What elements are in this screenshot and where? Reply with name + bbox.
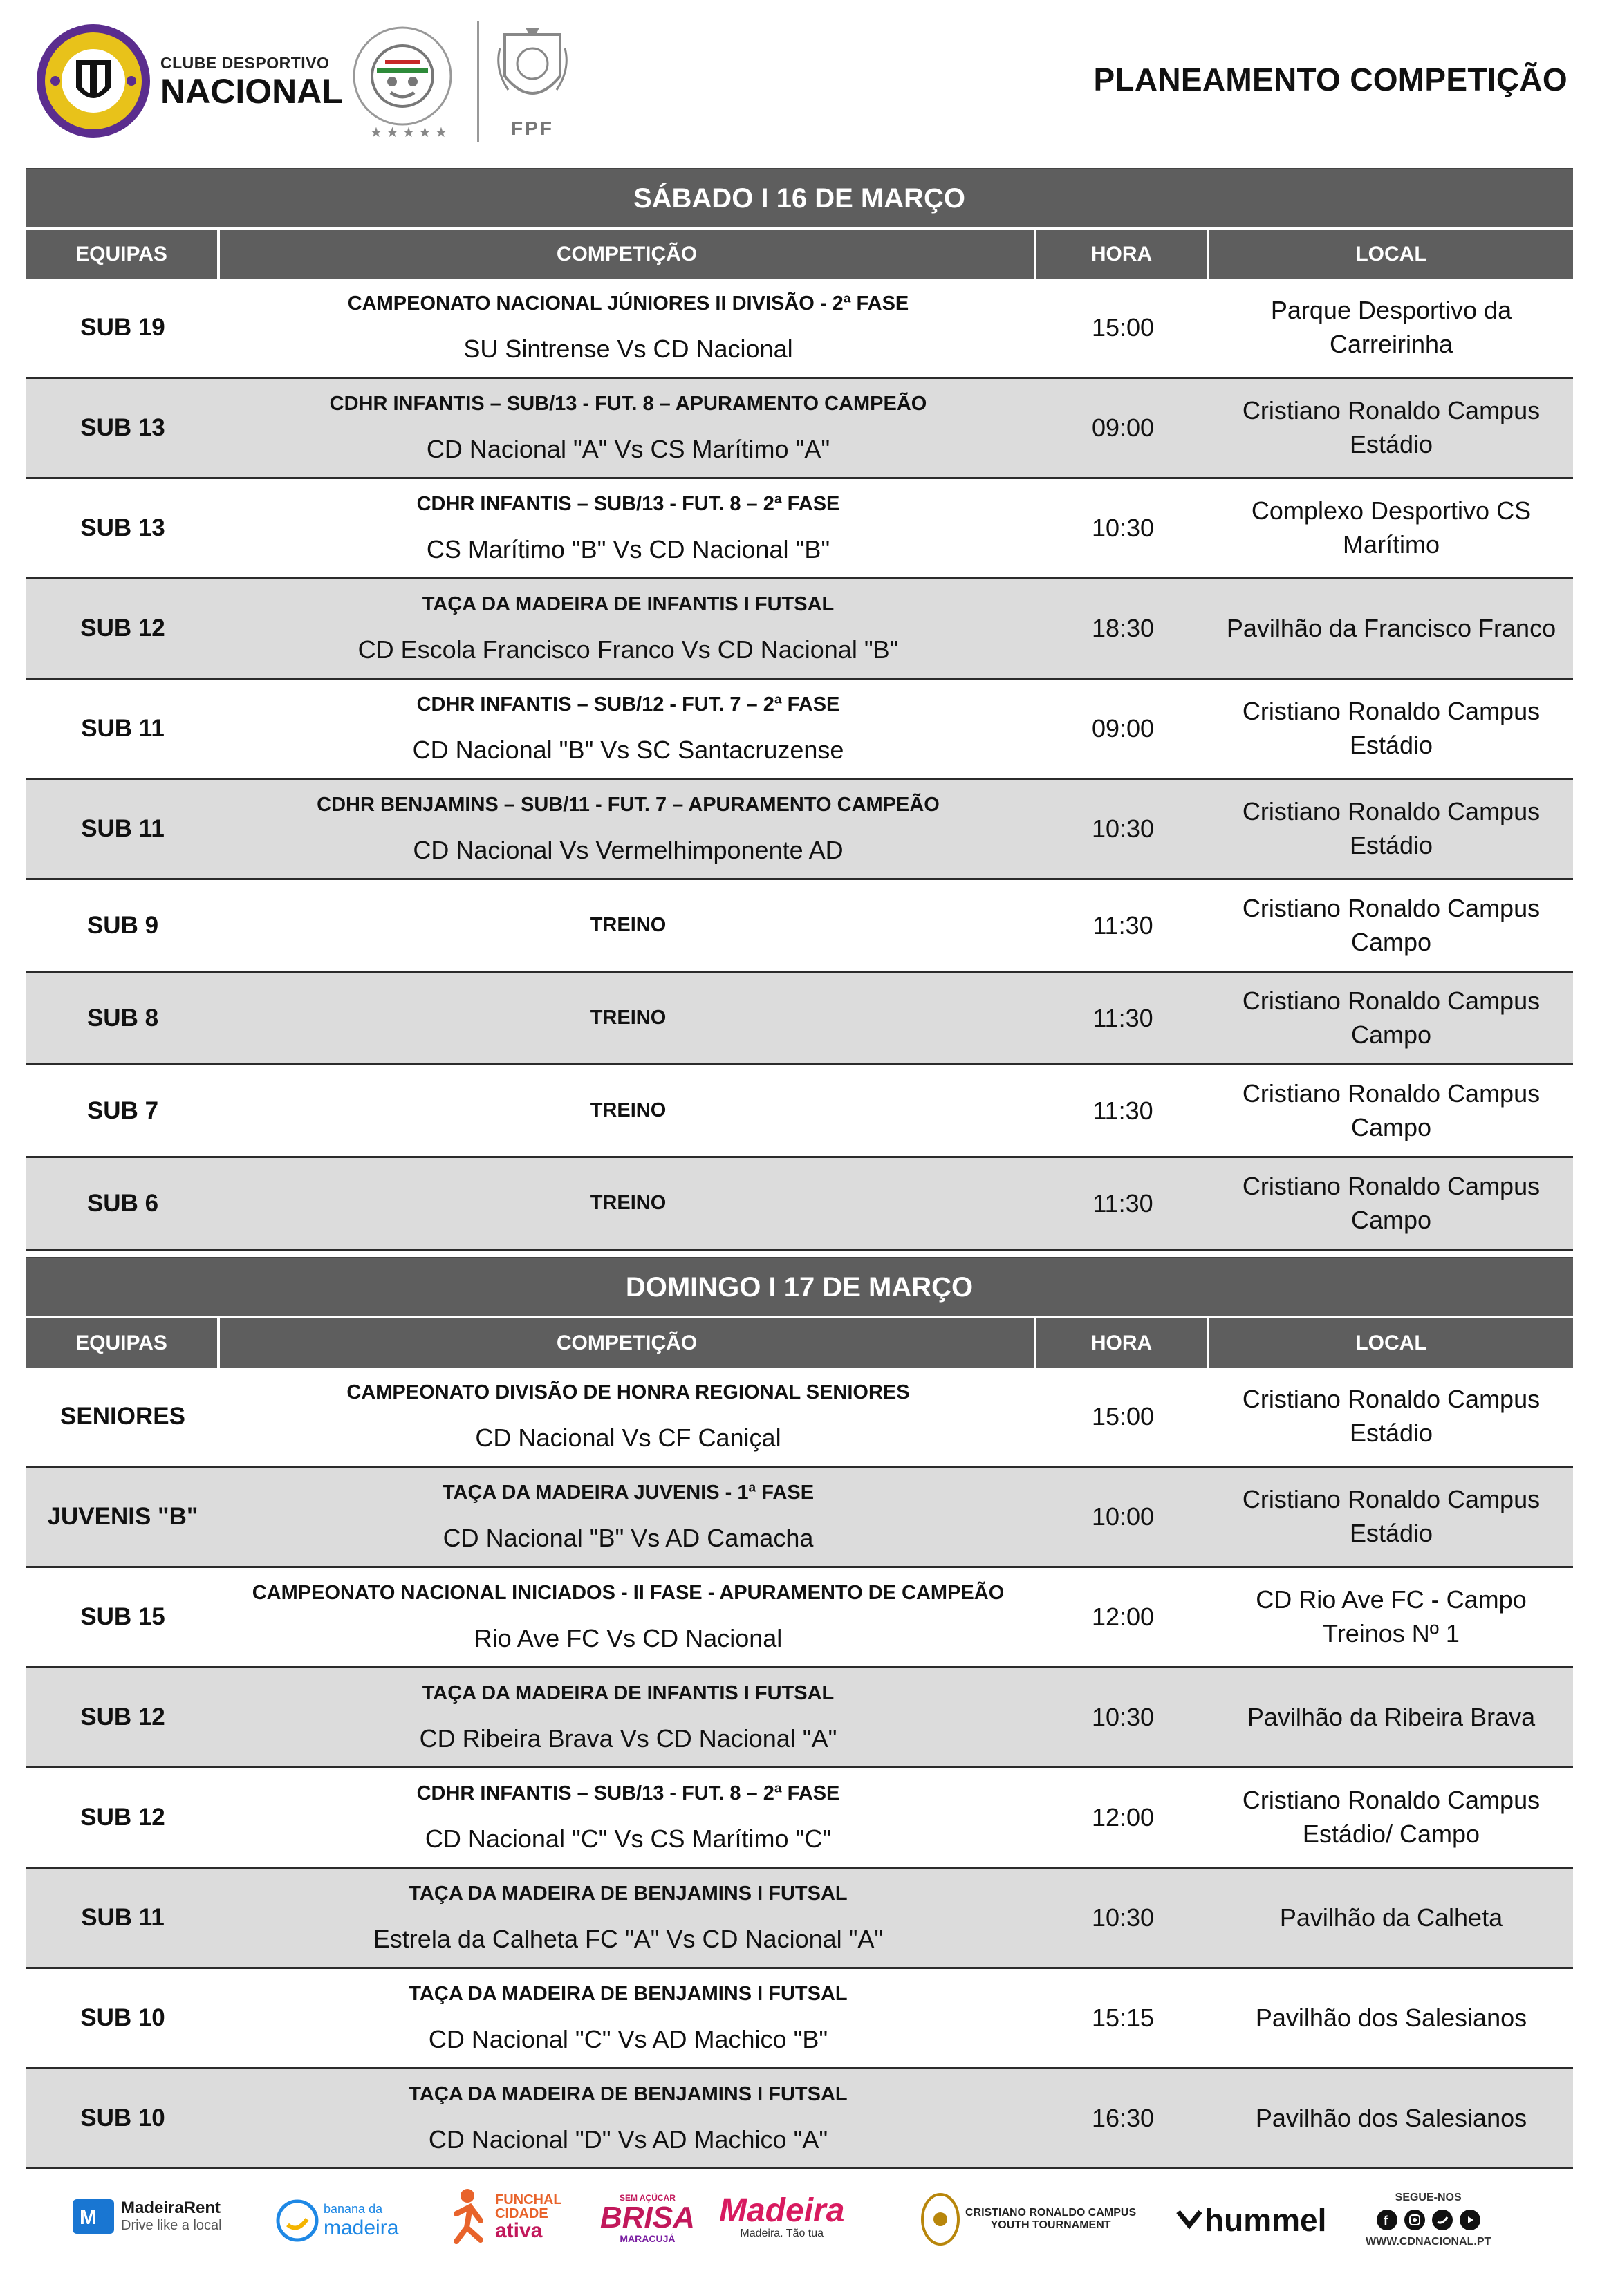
time-cell: 09:00 (1091, 714, 1155, 743)
team-cell: SUB 11 (81, 715, 165, 742)
madeirarent-logo-icon (73, 2199, 114, 2234)
match-fixture: SU Sintrense Vs CD Nacional (463, 334, 793, 363)
competition-title: CAMPEONATO DIVISÃO DE HONRA REGIONAL SENIORES (346, 1381, 910, 1403)
certification-seal-icon (342, 21, 463, 142)
team-cell: JUVENIS "B" (47, 1503, 198, 1530)
table-row (26, 579, 1573, 680)
instagram-icon[interactable] (1404, 2210, 1425, 2230)
svg-text:M: M (80, 2205, 97, 2229)
competition-title: TAÇA DA MADEIRA DE BENJAMINS I FUTSAL (409, 1883, 848, 1905)
sponsor-madeirarent (73, 2199, 222, 2234)
sponsor-funchal-cidade-ativa (443, 2186, 562, 2248)
funchal-line2: CIDADE (495, 2206, 548, 2221)
place-cell: Cristiano Ronaldo Campus Campo (1242, 986, 1541, 1049)
competition-cell (220, 680, 1036, 778)
competition-title: CDHR INFANTIS – SUB/13 - FUT. 8 – APURAMENTO CAMPEÃO (329, 393, 927, 415)
schedule-rows (26, 279, 1573, 1251)
time-cell: 10:00 (1091, 1502, 1155, 1531)
competition-title: TAÇA DA MADEIRA DE BENJAMINS I FUTSAL (409, 1983, 848, 2005)
place-cell: Cristiano Ronaldo Campus Estádio (1242, 396, 1541, 458)
table-row (26, 1158, 1573, 1251)
competition-title: TREINO (590, 1192, 667, 1214)
document-title: PLANEAMENTO COMPETIÇÃO (1093, 62, 1568, 97)
sponsor-madeira (719, 2194, 844, 2240)
team-cell: SUB 13 (80, 514, 165, 541)
club-name (160, 54, 343, 109)
table-row (26, 680, 1573, 780)
competition-cell (220, 1468, 1036, 1566)
competition-cell (220, 479, 1036, 577)
club-name-big: NACIONAL (160, 72, 343, 111)
brisa-name: BRISA (600, 2201, 695, 2234)
competition-cell (220, 1158, 1036, 1249)
sponsor-banana-madeira (275, 2199, 398, 2243)
competition-title: TAÇA DA MADEIRA DE INFANTIS I FUTSAL (422, 593, 835, 615)
team-cell: SUB 10 (80, 2004, 165, 2031)
fpf-logo (494, 21, 570, 145)
cr-campus-line2: YOUTH TOURNAMENT (990, 2219, 1111, 2231)
time-cell: 11:30 (1092, 911, 1153, 940)
team-cell: SUB 15 (80, 1603, 165, 1630)
team-cell: SENIORES (60, 1403, 185, 1430)
time-cell: 09:00 (1091, 413, 1155, 442)
column-header-teams: EQUIPAS (26, 1318, 220, 1368)
table-row (26, 1468, 1573, 1568)
brisa-top: SEM AÇÚCAR (620, 2193, 676, 2203)
schedule-sunday (26, 1257, 1573, 2169)
time-cell: 12:00 (1091, 1803, 1155, 1831)
team-cell: SUB 9 (86, 911, 159, 939)
schedule-rows (26, 1368, 1573, 2169)
time-cell: 11:30 (1092, 1003, 1153, 1032)
madeirarent-name: MadeiraRent (121, 2199, 221, 2217)
match-fixture: CS Marítimo "B" Vs CD Nacional "B" (426, 534, 830, 563)
schedule-saturday (26, 168, 1573, 1251)
social-follow (1366, 2192, 1491, 2248)
competition-title: TREINO (590, 1099, 667, 1121)
table-row (26, 1368, 1573, 1468)
time-cell: 15:00 (1091, 313, 1155, 342)
place-cell: Cristiano Ronaldo Campus Estádio (1242, 797, 1541, 859)
sponsor-footer (0, 2178, 1609, 2281)
competition-cell (220, 2069, 1036, 2167)
facebook-icon[interactable] (1377, 2210, 1397, 2230)
place-cell: Cristiano Ronaldo Campus Campo (1242, 893, 1541, 956)
time-cell: 16:30 (1091, 2104, 1155, 2132)
competition-cell (220, 1568, 1036, 1666)
place-cell: Pavilhão da Calheta (1279, 1903, 1503, 1932)
competition-cell (220, 379, 1036, 477)
table-row (26, 1869, 1573, 1969)
competition-title: CDHR INFANTIS – SUB/12 - FUT. 7 – 2ª FASE (416, 693, 840, 716)
table-row (26, 1768, 1573, 1869)
fpf-text: FPF (511, 118, 554, 139)
competition-title: TAÇA DA MADEIRA DE BENJAMINS I FUTSAL (409, 2083, 848, 2105)
time-cell: 10:30 (1091, 1703, 1155, 1731)
team-cell: SUB 12 (80, 1804, 165, 1831)
team-cell: SUB 8 (86, 1004, 159, 1032)
column-header-row (26, 227, 1573, 279)
place-cell: Parque Desportivo da Carreirinha (1270, 296, 1512, 358)
fpf-shield-icon (494, 21, 570, 114)
column-header-place: LOCAL (1209, 230, 1573, 279)
svg-text:f: f (1383, 2214, 1388, 2228)
competition-title: CDHR INFANTIS – SUB/13 - FUT. 8 – 2ª FASE (416, 493, 840, 515)
place-cell: Cristiano Ronaldo Campus Estádio/ Campo (1242, 1786, 1541, 1848)
website-link[interactable]: WWW.CDNACIONAL.PT (1366, 2236, 1491, 2248)
match-fixture: CD Nacional Vs Vermelhimponente AD (413, 835, 844, 864)
time-cell: 18:30 (1091, 614, 1155, 642)
team-cell: SUB 12 (80, 615, 165, 642)
place-cell: Pavilhão da Francisco Franco (1226, 613, 1556, 642)
table-row (26, 1668, 1573, 1768)
twitter-icon[interactable] (1432, 2210, 1453, 2230)
team-cell: SUB 11 (81, 1904, 165, 1931)
follow-label: SEGUE-NOS (1395, 2192, 1462, 2203)
sponsor-hummel (1175, 2201, 1326, 2239)
time-cell: 12:00 (1091, 1603, 1155, 1631)
funchal-line1: FUNCHAL (495, 2192, 562, 2208)
competition-title: CAMPEONATO NACIONAL INICIADOS - II FASE - APURAMENTO DE CAMPEÃO (252, 1582, 1005, 1604)
match-fixture: CD Escola Francisco Franco Vs CD Nacional "B" (357, 635, 899, 664)
header-separator (477, 21, 479, 142)
competition-cell (220, 1768, 1036, 1867)
hummel-chevron-icon (1175, 2206, 1203, 2234)
time-cell: 10:30 (1091, 1903, 1155, 1932)
time-cell: 10:30 (1091, 514, 1155, 542)
table-row (26, 379, 1573, 479)
competition-title: CDHR BENJAMINS – SUB/11 - FUT. 7 – APURAMENTO CAMPEÃO (317, 794, 940, 816)
funchal-runner-icon (443, 2186, 491, 2248)
table-row (26, 1568, 1573, 1668)
match-fixture: Estrela da Calheta FC "A" Vs CD Nacional "A" (373, 1924, 884, 1953)
competition-cell (220, 1368, 1036, 1466)
match-fixture: Rio Ave FC Vs CD Nacional (474, 1623, 783, 1652)
team-cell: SUB 12 (80, 1704, 165, 1730)
day-title: SÁBADO I 16 DE MARÇO (26, 168, 1573, 227)
match-fixture: CD Nacional "C" Vs CS Marítimo "C" (425, 1824, 832, 1853)
place-cell: Pavilhão dos Salesianos (1255, 2103, 1527, 2132)
place-cell: Cristiano Ronaldo Campus Estádio (1242, 697, 1541, 759)
sponsor-brisa (600, 2193, 695, 2244)
time-cell: 15:15 (1091, 2004, 1155, 2032)
match-fixture: CD Nacional "B" Vs AD Camacha (443, 1523, 814, 1552)
page-header (0, 0, 1609, 159)
time-cell: 11:30 (1092, 1188, 1153, 1217)
time-cell: 15:00 (1091, 1402, 1155, 1430)
place-cell: Complexo Desportivo CS Marítimo (1251, 496, 1532, 559)
column-header-time: HORA (1036, 230, 1209, 279)
team-cell: SUB 19 (80, 314, 165, 341)
column-header-competition: COMPETIÇÃO (220, 1318, 1036, 1368)
table-row (26, 780, 1573, 880)
column-header-teams: EQUIPAS (26, 230, 220, 279)
place-cell: Pavilhão dos Salesianos (1255, 2003, 1527, 2032)
place-cell: Cristiano Ronaldo Campus Campo (1242, 1079, 1541, 1141)
cr-campus-line1: CRISTIANO RONALDO CAMPUS (965, 2207, 1137, 2219)
match-fixture: CD Nacional Vs CF Caniçal (475, 1423, 781, 1452)
place-cell: Pavilhão da Ribeira Brava (1247, 1702, 1536, 1731)
svg-text:★ ★ ★ ★ ★: ★ ★ ★ ★ ★ (370, 125, 447, 140)
column-header-competition: COMPETIÇÃO (220, 230, 1036, 279)
team-cell: SUB 7 (86, 1096, 159, 1124)
madeira-wordmark: Madeira (719, 2192, 845, 2229)
team-cell: SUB 13 (80, 414, 165, 441)
competition-title: CAMPEONATO NACIONAL JÚNIORES II DIVISÃO - 2ª FASE (347, 292, 909, 315)
banana-logo-icon (275, 2199, 319, 2243)
competition-title: TAÇA DA MADEIRA DE INFANTIS I FUTSAL (422, 1682, 835, 1704)
madeira-tagline: Madeira. Tão tua (740, 2228, 824, 2239)
table-row (26, 279, 1573, 379)
day-title: DOMINGO I 17 DE MARÇO (26, 1257, 1573, 1316)
competition-cell (220, 1869, 1036, 1967)
sponsor-cr-campus-tournament (920, 2192, 1136, 2247)
competition-cell (220, 780, 1036, 878)
competition-cell (220, 1668, 1036, 1766)
competition-cell (220, 1065, 1036, 1156)
competition-cell (220, 973, 1036, 1063)
time-cell: 10:30 (1091, 814, 1155, 843)
table-row (26, 880, 1573, 973)
banana-big: madeira (324, 2216, 399, 2239)
match-fixture: CD Nacional "A" Vs CS Marítimo "A" (426, 434, 830, 463)
youtube-icon[interactable] (1460, 2210, 1480, 2230)
time-cell: 11:30 (1092, 1096, 1153, 1125)
match-fixture: CD Nacional "C" Vs AD Machico "B" (428, 2024, 828, 2053)
team-cell: SUB 11 (81, 815, 165, 842)
banana-small: banana da (324, 2201, 383, 2216)
match-fixture: CD Nacional "D" Vs AD Machico "A" (428, 2125, 828, 2154)
brisa-sub: MARACUJÁ (620, 2233, 676, 2244)
column-header-row (26, 1316, 1573, 1368)
competition-cell (220, 1969, 1036, 2067)
competition-title: TREINO (590, 1007, 667, 1029)
club-name-small: CLUBE DESPORTIVO (160, 54, 330, 72)
place-cell: Cristiano Ronaldo Campus Estádio (1242, 1485, 1541, 1547)
competition-title: CDHR INFANTIS – SUB/13 - FUT. 8 – 2ª FASE (416, 1782, 840, 1804)
place-cell: Cristiano Ronaldo Campus Campo (1242, 1171, 1541, 1234)
funchal-line3: ativa (495, 2219, 543, 2242)
team-cell: SUB 10 (80, 2104, 165, 2131)
competition-cell (220, 279, 1036, 377)
competition-title: TAÇA DA MADEIRA JUVENIS - 1ª FASE (442, 1482, 815, 1504)
match-fixture: CD Ribeira Brava Vs CD Nacional "A" (419, 1724, 837, 1753)
place-cell: CD Rio Ave FC - Campo Treinos Nº 1 (1256, 1585, 1527, 1648)
column-header-place: LOCAL (1209, 1318, 1573, 1368)
cr-campus-emblem-icon (920, 2192, 961, 2247)
match-fixture: CD Nacional "B" Vs SC Santacruzense (412, 735, 844, 764)
table-row (26, 2069, 1573, 2169)
table-row (26, 479, 1573, 579)
table-row (26, 973, 1573, 1065)
place-cell: Cristiano Ronaldo Campus Estádio (1242, 1385, 1541, 1447)
club-crest-icon (35, 22, 152, 140)
hummel-wordmark: hummel (1205, 2202, 1327, 2238)
column-header-time: HORA (1036, 1318, 1209, 1368)
competition-cell (220, 579, 1036, 678)
madeirarent-tagline: Drive like a local (121, 2218, 222, 2233)
table-row (26, 1065, 1573, 1158)
table-row (26, 1969, 1573, 2069)
competition-cell (220, 880, 1036, 971)
team-cell: SUB 6 (86, 1189, 159, 1217)
competition-title: TREINO (590, 914, 667, 936)
